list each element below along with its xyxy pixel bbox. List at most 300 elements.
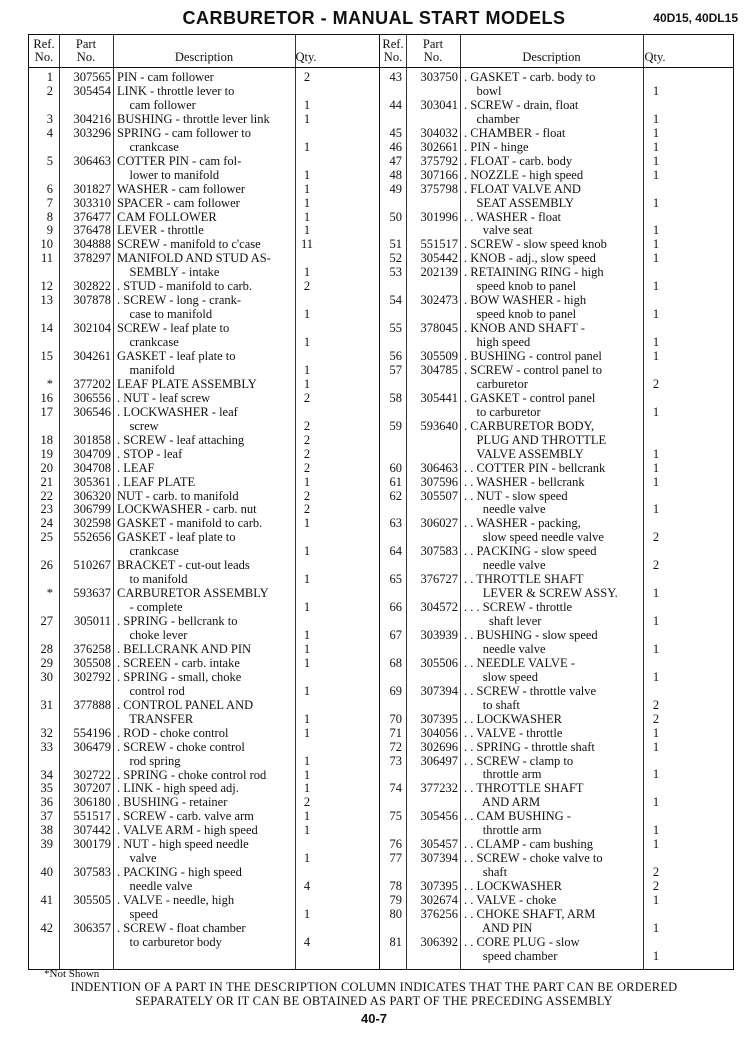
part-no: 306320 [73,488,111,503]
quantity-line: 1 [652,586,660,601]
quantity [295,894,319,922]
quantity-line: 2 [652,697,660,712]
part-description [464,490,642,518]
part-description [117,71,293,85]
part-description [117,252,293,280]
description-line: SCREW - leaf plate to [117,321,230,336]
table-row [380,99,734,127]
quantity-line: 1 [303,906,311,921]
description-line: choke lever [117,627,188,642]
description-line: . BUSHING - retainer [117,795,228,810]
description-line: SEAT ASSEMBLY [464,195,575,210]
quantity-line: 4 [303,934,311,949]
quantity-line [295,350,319,364]
table-row [29,559,379,587]
table-row [380,713,734,727]
description-line: . SPRING - choke control rod [117,767,267,782]
description-line: case to manifold [117,307,213,322]
description-header [113,35,295,67]
header-text: Qty. [644,50,666,64]
qty-header [295,35,317,67]
description-line: . . . SCREW - throttle [464,600,573,615]
part-no: 302598 [73,516,111,531]
quantity-line: 1 [303,767,311,782]
part-no: 376258 [73,641,111,656]
ref-no: 65 [389,572,402,587]
ref-no: 10 [40,237,53,252]
description-line: . LEAF [117,460,155,475]
quantity [643,573,669,601]
ref-no: 81 [389,934,402,949]
description-line: . . PACKING - slow speed [464,544,597,559]
quantity [643,713,669,727]
ref-no: 76 [389,837,402,852]
quantity-line: 1 [303,209,311,224]
quantity [643,350,669,364]
quantity-line: 1 [652,920,660,935]
quantity-line: 1 [303,139,311,154]
ref-no: 67 [389,628,402,642]
description-line: NUT - carb. to manifold [117,488,239,503]
quantity-line [295,294,319,308]
ref-no: 41 [40,893,53,908]
part-description [117,350,293,378]
ref-no: 8 [46,209,53,224]
quantity-line [643,810,669,824]
part-no: 304708 [73,460,111,475]
quantity [295,615,319,643]
quantity-line [643,434,669,448]
ref-no: 66 [389,600,402,615]
quantity-line: 1 [303,823,311,838]
qty-header [643,35,667,67]
table-row [29,406,379,434]
quantity [643,601,669,629]
ref-no: 70 [389,711,402,726]
quantity [643,71,669,99]
table-row [29,922,379,950]
ref-no: 68 [389,655,402,670]
description-line: . RETAINING RING - high [464,265,604,280]
quantity [295,197,319,211]
quantity-line [295,155,319,169]
quantity-line: 1 [303,111,311,126]
part-description [117,796,293,810]
quantity-line [643,71,669,85]
part-no: 306180 [73,795,111,810]
ref-no: 43 [389,70,402,84]
description-line: . CARBURETOR BODY, [464,418,595,433]
description-line: cam follower [117,97,196,112]
description-line: . . BUSHING - slow speed [464,628,598,642]
part-no: 377202 [73,376,111,391]
quantity-line: 1 [652,307,660,322]
quantity-line: 1 [303,809,311,824]
description-line: LOCKWASHER - carb. nut [117,502,257,517]
part-no: 303296 [73,125,111,140]
description-line: crankcase [117,139,179,154]
description-line: . . CORE PLUG - slow [464,934,580,949]
model-numbers: 40D15, 40DL15 [653,11,738,25]
part-no: 304888 [73,237,111,252]
table-row [380,392,734,420]
table-row [380,476,734,490]
quantity-line: 1 [652,502,660,517]
part-description [464,713,642,727]
part-description [464,183,642,211]
ref-no: 7 [46,195,53,210]
quantity-line [643,294,669,308]
quantity-line: 1 [652,404,660,419]
ref-no: 34 [40,767,53,782]
quantity [643,741,669,755]
part-no: 306027 [420,516,458,531]
part-description [464,322,642,350]
part-no-header [59,35,113,67]
part-no: 307583 [73,865,111,880]
quantity-line: 1 [303,97,311,112]
table-row [29,699,379,727]
part-no: 593637 [73,586,111,601]
description-line: . STOP - leaf [117,446,183,461]
quantity-line: 2 [303,488,311,503]
table-row [29,238,379,252]
quantity [643,657,669,685]
description-line: MANIFOLD AND STUD AS- [117,251,271,266]
description-line: . CHAMBER - float [464,125,566,140]
table-row [380,252,734,266]
description-line: speed chamber [464,948,558,963]
ref-no: 17 [40,404,53,419]
header-text: Qty. [295,50,317,64]
quantity [295,183,319,197]
quantity [295,671,319,699]
table-row [380,141,734,155]
quantity-line: 1 [652,167,660,182]
table-row [380,810,734,838]
ref-no: 31 [40,697,53,712]
quantity-line [643,99,669,113]
part-no: 552656 [73,530,111,545]
ref-no: 79 [389,893,402,908]
description-line: . . VALVE - choke [464,893,557,908]
quantity [643,294,669,322]
part-description [117,224,293,238]
description-line: . SPRING - bellcrank to [117,614,238,629]
description-line: . VALVE - needle, high [117,893,235,908]
quantity [643,392,669,420]
part-description [117,657,293,671]
table-row [380,71,734,99]
description-line: . FLOAT - carb. body [464,153,573,168]
table-row [29,224,379,238]
quantity [295,71,319,85]
part-no: 307207 [73,781,111,796]
description-line: VALVE ASSEMBLY [464,446,584,461]
header-text: No. [76,50,96,64]
description-line: . . NUT - slow speed [464,488,568,503]
quantity [295,85,319,113]
description-line: . SCREW - long - crank- [117,293,242,308]
quantity-line [643,782,669,796]
description-line: . BUSHING - control panel [464,349,602,363]
quantity [643,852,669,880]
quantity [643,169,669,183]
table-header [29,35,379,68]
description-line: . . WASHER - float [464,209,561,224]
quantity-line: 1 [652,641,660,656]
quantity-line: 2 [303,446,311,461]
quantity [295,211,319,225]
table-row [29,866,379,894]
quantity-line: 1 [652,767,660,782]
ref-no: 54 [389,293,402,308]
ref-no: 73 [389,753,402,768]
table-row [380,420,734,462]
indention-note-line: INDENTION OF A PART IN THE DESCRIPTION COLUMN INDICATES THAT THE PART CAN BE ORDERED [70,980,678,994]
description-line: . SPRING - small, choke [117,669,242,684]
table-row [29,824,379,838]
part-no: 307395 [420,879,458,894]
ref-no: 59 [389,418,402,433]
table-row [29,657,379,671]
quantity [295,657,319,671]
description-line: bowl [464,83,502,98]
part-description [117,392,293,406]
quantity [295,434,319,448]
quantity-line: 1 [652,83,660,98]
quantity-line [643,392,669,406]
table-row [29,462,379,476]
table-row [29,155,379,183]
description-line: . NUT - leaf screw [117,390,211,405]
part-description [117,643,293,657]
table-row [380,852,734,880]
ref-no: 78 [389,879,402,894]
quantity-line: 2 [303,502,311,517]
quantity [643,838,669,852]
ref-no: 58 [389,390,402,405]
quantity [295,406,319,434]
part-no: 307878 [73,293,111,308]
part-no: 376477 [73,209,111,224]
quantity-line [295,671,319,685]
part-description [464,364,642,392]
ref-no: 23 [40,502,53,517]
quantity [643,322,669,350]
ref-no: 20 [40,460,53,475]
description-line: LEVER & SCREW ASSY. [464,586,618,601]
description-line: . SCREW - float chamber [117,920,246,935]
ref-no: 32 [40,725,53,740]
quantity-line: 1 [303,544,311,559]
part-no: 302792 [73,669,111,684]
indention-note-line: SEPARATELY OR IT CAN BE OBTAINED AS PART OF THE PRECEDING ASSEMBLY [135,994,613,1008]
part-description [117,531,293,559]
quantity [295,727,319,741]
quantity-line: 1 [652,725,660,740]
quantity-line [295,838,319,852]
quantity [295,741,319,769]
quantity-line: 1 [652,446,660,461]
footnote-not-shown: *Not Shown [44,968,100,980]
part-description [464,476,642,490]
description-line: slow speed [464,669,538,684]
description-line: SEMBLY - intake [117,265,220,280]
description-line: . LEAF PLATE [117,474,196,489]
ref-no: 39 [40,837,53,852]
quantity [295,462,319,476]
part-description [464,894,642,908]
quantity [643,936,669,964]
table-row [29,643,379,657]
part-description [117,922,293,950]
ref-no: 80 [389,907,402,921]
quantity-line: 1 [303,362,311,377]
description-line: . SCREW - drain, float [464,97,579,112]
ref-no: * [46,586,53,601]
part-no: 305508 [73,655,111,670]
description-line: SPACER - cam follower [117,195,240,210]
part-description [117,490,293,504]
quantity-line [643,322,669,336]
quantity [643,266,669,294]
quantity-line [643,629,669,643]
part-no: 306463 [420,460,458,475]
part-no: 301827 [73,181,111,196]
quantity [295,378,319,392]
part-description [117,699,293,727]
part-no: 302661 [420,139,458,154]
part-no: 378045 [420,321,458,336]
part-no: 306497 [420,753,458,768]
quantity-line: 1 [652,349,660,363]
quantity [295,643,319,657]
quantity-line: 1 [652,335,660,350]
ref-no: 42 [40,920,53,935]
part-no: 378297 [73,251,111,266]
part-description [117,769,293,783]
part-no: 306357 [73,920,111,935]
part-no: 305506 [420,655,458,670]
part-no: 376478 [73,223,111,238]
quantity-line [643,908,669,922]
table-row [29,211,379,225]
part-description [464,852,642,880]
quantity-line: 11 [300,237,314,252]
quantity-line: 2 [652,879,660,894]
table-row [29,769,379,783]
part-description [117,671,293,699]
parts-table-right-half [379,35,734,969]
description-line: . . SCREW - throttle valve [464,683,597,698]
part-no: 305509 [420,349,458,363]
table-row [380,294,734,322]
part-description [117,587,293,615]
quantity-line [295,531,319,545]
quantity-line: 1 [303,181,311,196]
part-no: 303750 [420,70,458,84]
description-line: crankcase [117,335,179,350]
ref-no: 29 [40,655,53,670]
ref-no: 46 [389,139,402,154]
ref-no: 16 [40,390,53,405]
quantity-line: 1 [652,614,660,629]
parts-table [28,34,734,970]
table-row [380,629,734,657]
header-text: Ref. [33,37,55,51]
quantity-line: 1 [652,669,660,684]
description-line: crankcase [117,544,179,559]
quantity [643,238,669,252]
part-description [117,838,293,866]
part-no: 307394 [420,851,458,866]
description-line: shaft [464,865,508,880]
part-no: 302722 [73,767,111,782]
description-line: . KNOB - adj., slow speed [464,251,596,266]
ref-no: 64 [389,544,402,559]
description-line: . VALVE ARM - high speed [117,823,258,838]
table-row [29,280,379,294]
part-no: 306392 [420,934,458,949]
ref-no-header [380,35,406,67]
table-row [29,378,379,392]
quantity [643,183,669,211]
quantity [295,490,319,504]
table-row [380,127,734,141]
part-description [464,462,642,476]
quantity-line [295,252,319,266]
ref-no: 71 [389,725,402,740]
part-no: 307583 [420,544,458,559]
description-line: . . CLAMP - cam bushing [464,837,594,852]
part-no: 307442 [73,823,111,838]
part-description [117,462,293,476]
part-description [117,476,293,490]
part-no: 306546 [73,404,111,419]
quantity-line [643,657,669,671]
ref-no: 2 [46,83,53,98]
part-description [117,85,293,113]
table-row [29,392,379,406]
table-row [380,880,734,894]
header-text: Part [75,37,97,51]
description-line: valve [117,851,157,866]
part-no: 306479 [73,739,111,754]
quantity [295,252,319,280]
table-row [380,350,734,364]
description-line: . CONTROL PANEL AND [117,697,254,712]
quantity [643,476,669,490]
ref-no: 52 [389,251,402,266]
quantity-line [295,406,319,420]
part-description [117,113,293,127]
description-line: shaft lever [464,614,542,629]
ref-no: 55 [389,321,402,336]
description-line: . NUT - high speed needle [117,837,249,852]
quantity-line: 1 [303,641,311,656]
table-row [29,741,379,769]
description-line: . . SCREW - clamp to [464,753,574,768]
quantity [295,838,319,866]
table-row [29,615,379,643]
quantity [295,155,319,183]
table-row [380,936,734,964]
ref-no: 36 [40,795,53,810]
quantity-line: 1 [652,195,660,210]
part-no: 593640 [420,418,458,433]
table-row [29,85,379,113]
